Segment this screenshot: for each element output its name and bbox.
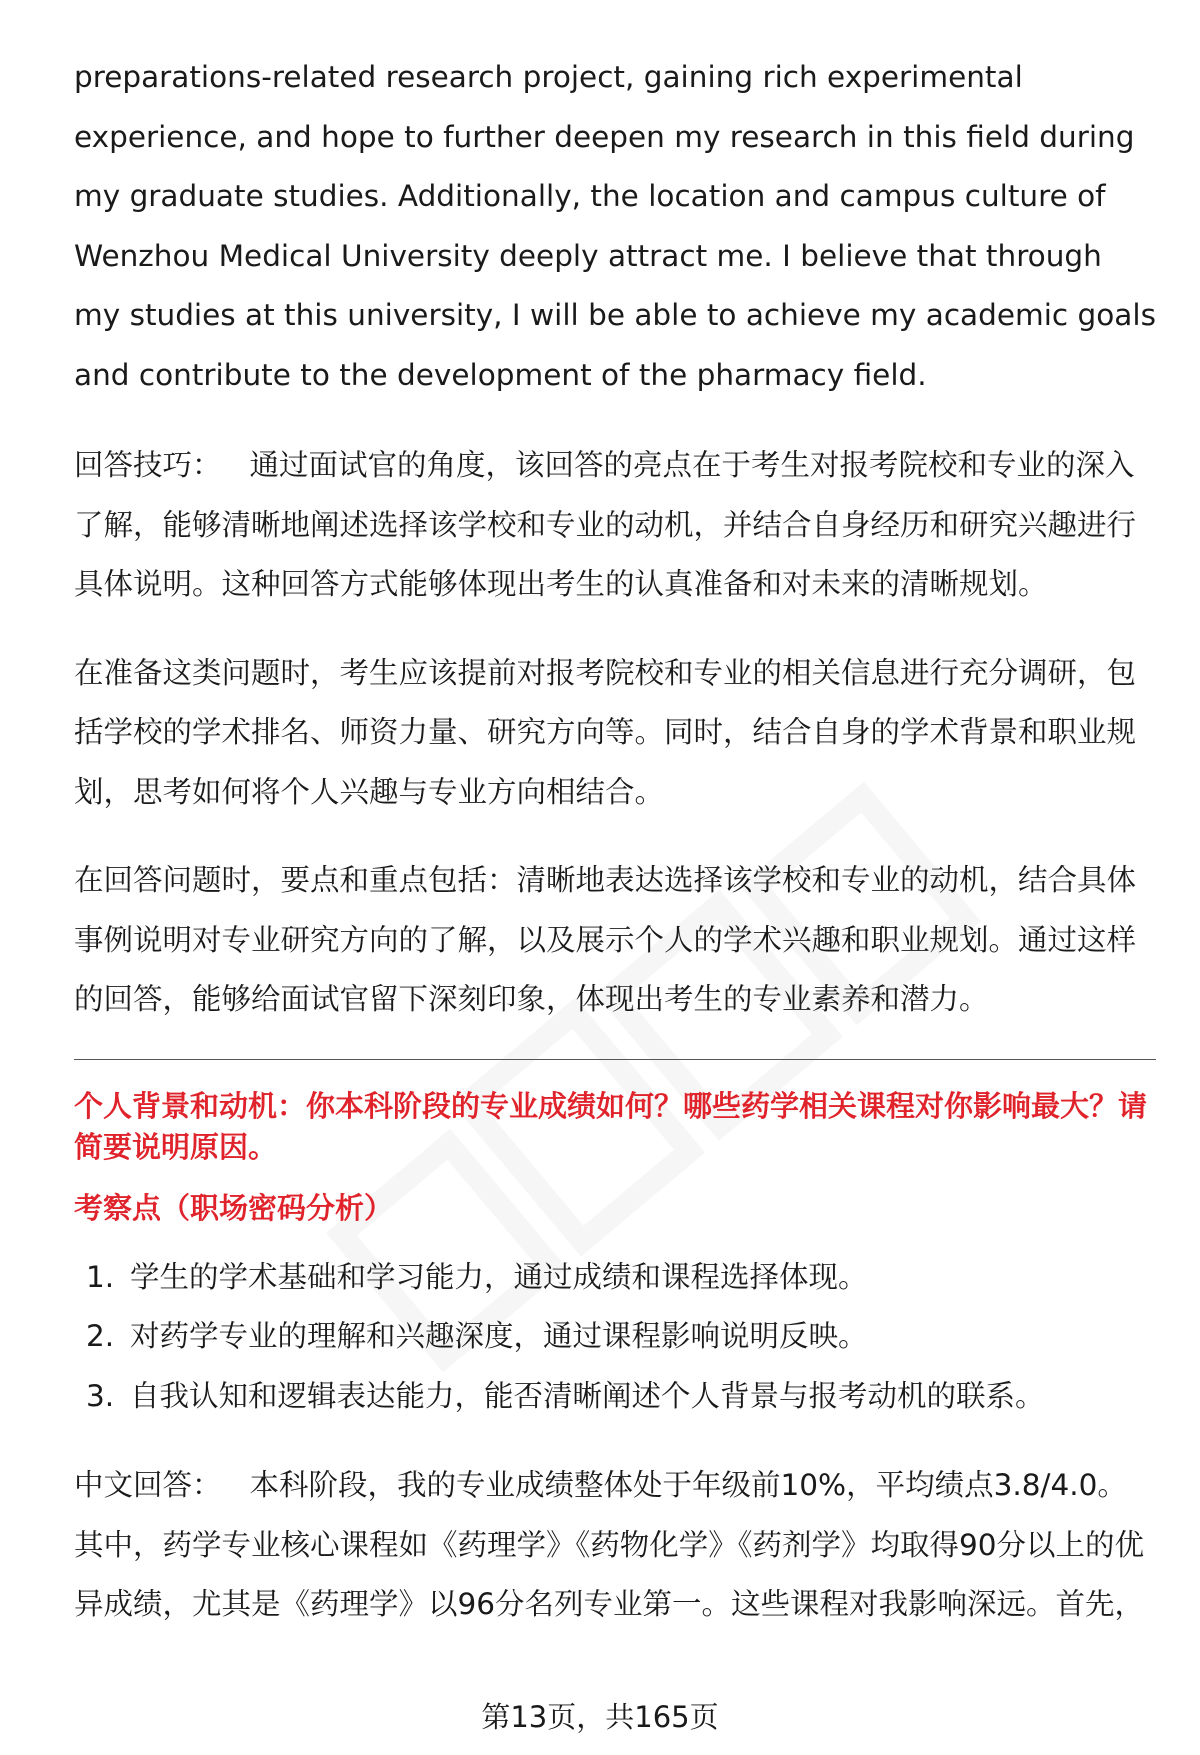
list-item bbox=[74, 1307, 1156, 1367]
section-divider bbox=[74, 1059, 1156, 1060]
analysis-heading: 考察点（职场密码分析） bbox=[74, 1190, 394, 1225]
list-item bbox=[74, 1367, 1156, 1427]
english-answer-continuation: preparations-related research project, gaining rich experimental experience, and hope to further deepen my research in this field during my graduate studies. Additionally, the location and campus culture of Wenzhou Medical University deeply attract me. I believe that through my studies at this university, I will be able to achieve my academic goals and contribute to the development of the pharmacy field. bbox=[74, 60, 1156, 392]
list-item-number: 1. bbox=[86, 1259, 115, 1294]
answer-tips-paragraph bbox=[74, 436, 1156, 615]
interview-question: 个人背景和动机：你本科阶段的专业成绩如何？哪些药学相关课程对你影响最大？请简要说明原因。 bbox=[74, 1088, 1148, 1164]
page-number-footer: 第13页，共165页 bbox=[481, 1700, 719, 1734]
list-item-text: 对药学专业的理解和兴趣深度，通过课程影响说明反映。 bbox=[130, 1319, 868, 1353]
chinese-answer-paragraph bbox=[74, 1456, 1156, 1635]
document-page bbox=[74, 48, 1156, 1664]
key-points-paragraph: 在回答问题时，要点和重点包括：清晰地表达选择该学校和专业的动机，结合具体事例说明对专业研究方向的了解，以及展示个人的学术兴趣和职业规划。通过这样的回答，能够给面试官留下深刻印象，体现出考生的专业素养和潜力。 bbox=[74, 863, 1137, 1016]
list-item-text: 学生的学术基础和学习能力，通过成绩和课程选择体现。 bbox=[130, 1259, 868, 1294]
tips-label: 回答技巧： bbox=[74, 448, 222, 482]
list-item-text: 自我认知和逻辑表达能力，能否清晰阐述个人背景与报考动机的联系。 bbox=[130, 1378, 1045, 1413]
list-item-number: 3. bbox=[86, 1378, 115, 1413]
chinese-answer-label: 中文回答： bbox=[74, 1468, 222, 1502]
list-item-number: 2. bbox=[86, 1319, 115, 1353]
preparation-paragraph: 在准备这类问题时，考生应该提前对报考院校和专业的相关信息进行充分调研，包括学校的学术排名、师资力量、研究方向等。同时，结合自身的学术背景和职业规划，思考如何将个人兴趣与专业方向相结合。 bbox=[74, 655, 1137, 809]
analysis-points-list bbox=[74, 1248, 1156, 1427]
chinese-answer-text: 本科阶段，我的专业成绩整体处于年级前10%，平均绩点3.8/4.0。其中，药学专业核心课程如《药理学》《药物化学》《药剂学》均取得90分以上的优异成绩，尤其是《药理学》以96分名列专业第一。这些课程对我影响深远。首先， bbox=[74, 1468, 1145, 1621]
tips-text: 通过面试官的角度，该回答的亮点在于考生对报考院校和专业的深入了解，能够清晰地阐述选择该学校和专业的动机，并结合自身经历和研究兴趣进行具体说明。这种回答方式能够体现出考生的认真准备和对未来的清晰规划。 bbox=[74, 448, 1137, 601]
list-item bbox=[74, 1248, 1156, 1308]
